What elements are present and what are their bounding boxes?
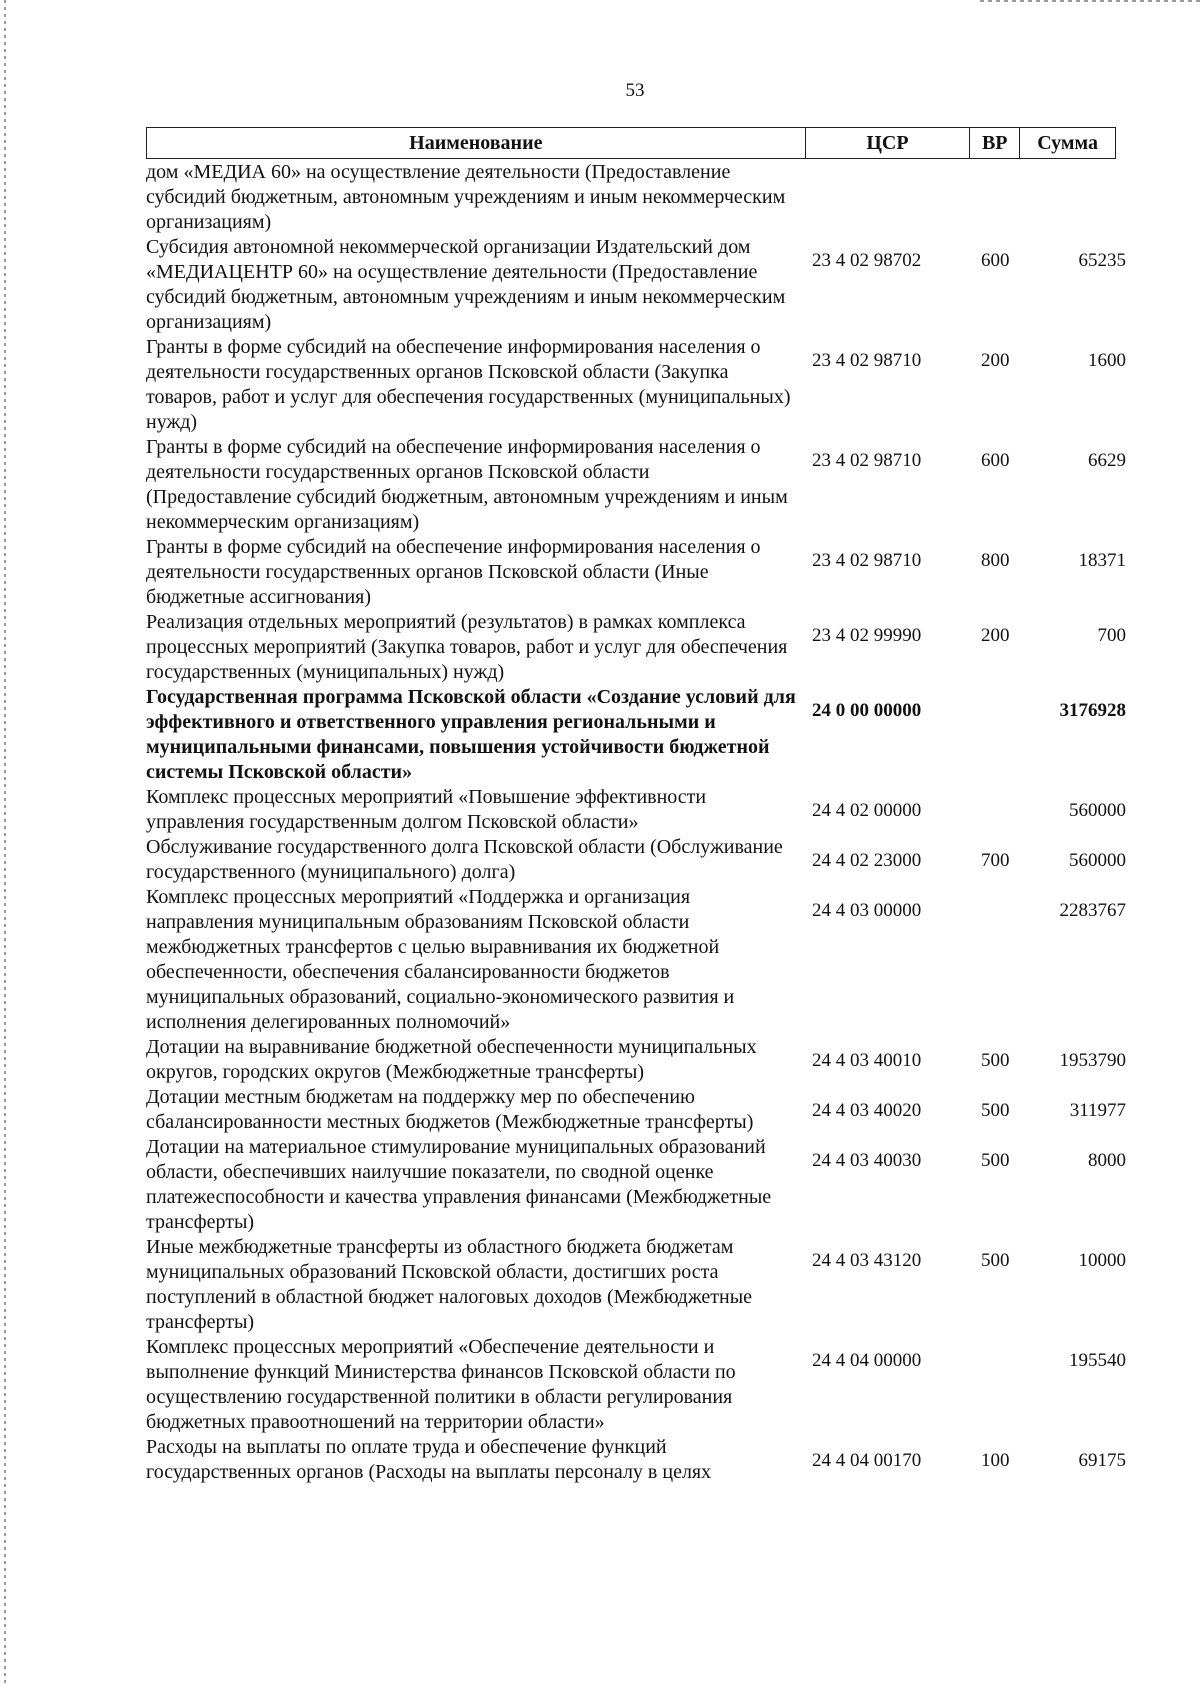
row-csr: 24 4 03 43120 — [812, 1250, 922, 1271]
row-vr: 700 — [981, 850, 1010, 871]
row-name: Комплекс процессных мероприятий «Повышение эффективности управления государственным долгом Псковской области» — [146, 786, 707, 833]
table-row — [146, 610, 1126, 685]
row-csr: 24 4 03 00000 — [812, 900, 922, 921]
row-name: Расходы на выплаты по оплате труда и обеспечение функций государственных органов (Расходы на выплаты персоналу в целях — [146, 1436, 712, 1483]
header-vr: ВР — [970, 128, 1020, 158]
row-name: Гранты в форме субсидий на обеспечение информирования населения о деятельности государственных органов Псковской области (Закупка товаров, работ и услуг для обеспечения государственных (муниципальных) нужд) — [146, 336, 791, 433]
table-row — [146, 335, 1126, 435]
scan-edge-top — [980, 0, 1200, 2]
table-header — [146, 127, 1116, 159]
row-csr: 23 4 02 98702 — [812, 250, 922, 271]
row-csr: 24 4 02 00000 — [812, 800, 922, 821]
row-sum: 195540 — [1069, 1350, 1126, 1371]
table-row — [146, 1435, 1126, 1485]
table-row — [146, 160, 1126, 235]
table-row — [146, 885, 1126, 1035]
row-name: Дотации на выравнивание бюджетной обеспеченности муниципальных округов, городских округов (Межбюджетные трансферты) — [146, 1036, 757, 1083]
row-vr: 600 — [981, 250, 1010, 271]
row-name: Гранты в форме субсидий на обеспечение информирования населения о деятельности государственных органов Псковской области (Иные бюджетные ассигнования) — [146, 536, 761, 608]
row-csr: 23 4 02 99990 — [812, 625, 922, 646]
row-vr — [981, 785, 1036, 798]
row-sum: 69175 — [1078, 1450, 1126, 1471]
row-sum: 311977 — [1069, 1100, 1126, 1121]
page-number: 53 — [625, 80, 645, 101]
table-row — [146, 1235, 1126, 1335]
row-csr: 24 0 00 00000 — [812, 700, 922, 721]
row-csr: 23 4 02 98710 — [812, 350, 922, 371]
row-vr: 800 — [981, 550, 1010, 571]
row-sum: 1953790 — [1059, 1050, 1126, 1071]
header-name: Наименование — [147, 128, 806, 158]
row-csr: 24 4 03 40030 — [812, 1150, 922, 1171]
table-row — [146, 435, 1126, 535]
row-sum: 560000 — [1069, 800, 1126, 821]
row-sum: 2283767 — [1059, 900, 1126, 921]
row-name: Иные межбюджетные трансферты из областного бюджета бюджетам муниципальных образований Псковской области, достигших роста поступлений в областной бюджет налоговых доходов (Межбюджетные трансферты) — [146, 1236, 753, 1333]
row-name: Комплекс процессных мероприятий «Обеспечение деятельности и выполнение функций Министерства финансов Псковской области по осуществлению государственной политики в области регулирования бюджетных правоотношений на территории области» — [146, 1336, 736, 1433]
row-csr: 24 4 04 00000 — [812, 1350, 922, 1371]
table-row — [146, 1335, 1126, 1435]
row-vr: 600 — [981, 450, 1010, 471]
row-sum: 65235 — [1078, 250, 1126, 271]
row-name: Комплекс процессных мероприятий «Поддержка и организация направления муниципальным образованиям Псковской области межбюджетных трансфертов с целью выравнивания их бюджетной обеспеченности, обеспечения сбалансированности бюджетов муниципальных образований, социально-экономического развития и исполнения делегированных полномочий» — [146, 886, 735, 1033]
row-name: Дотации местным бюджетам на поддержку мер по обеспечению сбалансированности местных бюджетов (Межбюджетные трансферты) — [146, 1086, 754, 1133]
row-name: Государственная программа Псковской области «Создание условий для эффективного и ответственного управления региональными и муниципальными финансами, повышения устойчивости бюджетной системы Псковской области» — [146, 686, 796, 783]
row-vr — [981, 685, 1036, 698]
row-sum: 18371 — [1078, 550, 1126, 571]
header-sum: Сумма — [1037, 131, 1098, 154]
row-csr: 23 4 02 98710 — [812, 550, 922, 571]
row-name: Дотации на материальное стимулирование муниципальных образований области, обеспечивших наилучшие показатели, по сводной оценке платежеспособности и качества управления финансами (Межбюджетные трансферты) — [146, 1136, 772, 1233]
table-row — [146, 785, 1126, 835]
row-vr: 500 — [981, 1250, 1010, 1271]
row-vr: 200 — [981, 625, 1010, 646]
row-sum: 1600 — [1088, 350, 1126, 371]
header-csr: ЦСР — [806, 128, 971, 158]
row-vr: 500 — [981, 1100, 1010, 1121]
row-vr — [981, 885, 1036, 898]
row-vr: 500 — [981, 1050, 1010, 1071]
row-name: Субсидия автономной некоммерческой организации Издательский дом «МЕДИАЦЕНТР 60» на осуществление деятельности (Предоставление субсидий бюджетным, автономным учреждениям и иным некоммерческим организациям) — [146, 236, 786, 333]
row-csr: 23 4 02 98710 — [812, 450, 922, 471]
row-csr: 24 4 03 40010 — [812, 1050, 922, 1071]
table-row — [146, 1035, 1126, 1085]
row-name: Гранты в форме субсидий на обеспечение информирования населения о деятельности государственных органов Псковской области (Предоставление субсидий бюджетным, автономным учреждениям и иным некоммерческим организациям) — [146, 436, 788, 533]
row-sum: 560000 — [1069, 850, 1126, 871]
table-row — [146, 1135, 1126, 1235]
table-row — [146, 1085, 1126, 1135]
row-vr — [981, 1335, 1036, 1348]
row-vr: 100 — [981, 1450, 1010, 1471]
table-row-program — [146, 685, 1126, 785]
table-body — [146, 160, 1126, 1485]
row-csr: 24 4 03 40020 — [812, 1100, 922, 1121]
row-name: дом «МЕДИА 60» на осуществление деятельности (Предоставление субсидий бюджетным, автономным учреждениям и иным некоммерческим организациям) — [146, 161, 786, 233]
row-csr: 24 4 02 23000 — [812, 850, 922, 871]
row-name: Реализация отдельных мероприятий (результатов) в рамках комплекса процессных мероприятий (Закупка товаров, работ и услуг для обеспечения государственных (муниципальных) нужд) — [146, 611, 788, 683]
row-csr: 24 4 04 00170 — [812, 1450, 922, 1471]
row-sum: 6629 — [1088, 450, 1126, 471]
row-name: Обслуживание государственного долга Псковской области (Обслуживание государственного (муниципального) долга) — [146, 836, 783, 883]
scan-edge-left — [4, 0, 6, 1686]
row-sum: 8000 — [1088, 1150, 1126, 1171]
row-sum: 3176928 — [1059, 700, 1126, 721]
row-vr: 200 — [981, 350, 1010, 371]
table-row — [146, 535, 1126, 610]
row-sum: 10000 — [1078, 1250, 1126, 1271]
row-sum: 700 — [1097, 625, 1126, 646]
table-row — [146, 835, 1126, 885]
table-row — [146, 235, 1126, 335]
row-vr: 500 — [981, 1150, 1010, 1171]
